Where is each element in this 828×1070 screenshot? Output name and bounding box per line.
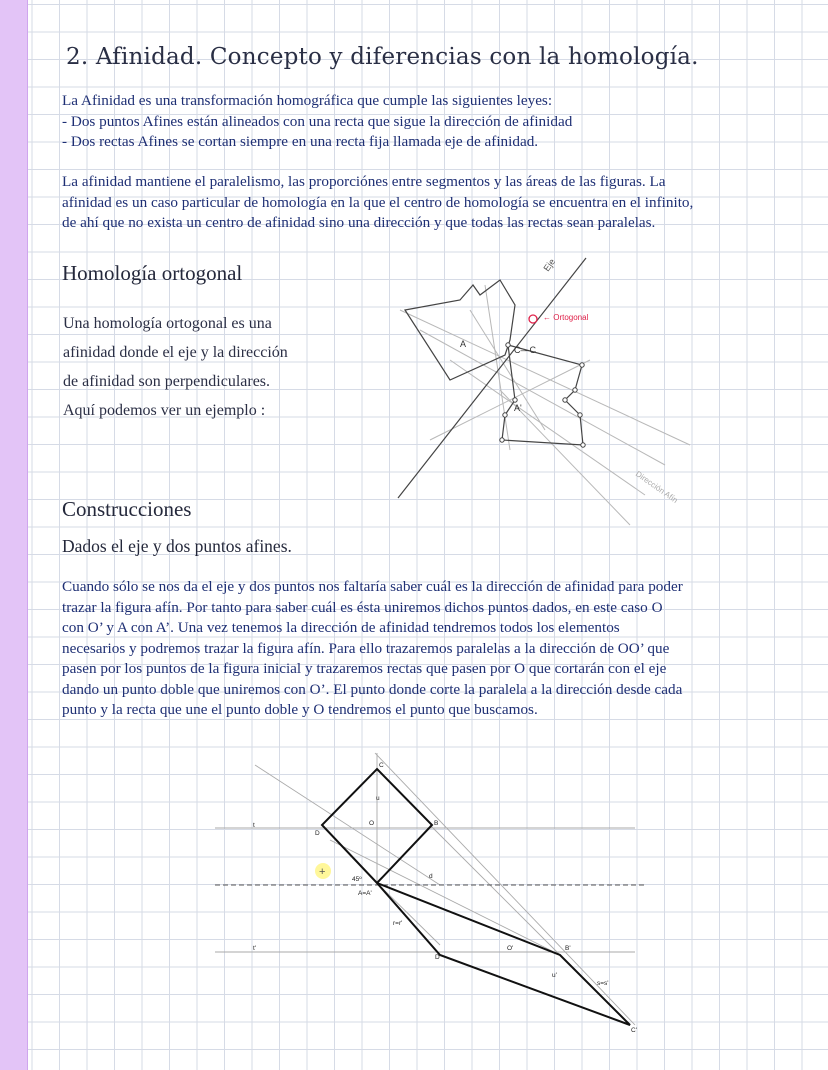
ortogonal-label: ← Ortogonal: [543, 313, 589, 322]
homologia-paragraph: [63, 309, 288, 425]
original-figure: [405, 280, 515, 380]
paragraph-line: La afinidad mantiene el paralelismo, las proporciónes entre segmentos y las áreas de las figuras. La: [62, 173, 666, 190]
paragraph-line: afinidad es un caso particular de homología en la que el centro de homología se encuentra en el infinito,: [62, 193, 694, 211]
page-title: 2. Afinidad. Concepto y diferencias con la homología.: [66, 44, 699, 70]
affine-figure: [377, 883, 630, 1025]
intro-line: La Afinidad es una transformación homográfica que cumple las siguientes leyes:: [62, 92, 553, 109]
paragraph-line: pasen por los puntos de la figura inicial y trazaremos rectas que pasen por O que cortarán con el eje: [62, 660, 667, 677]
construction-line: [255, 765, 440, 885]
construction-line: [430, 825, 560, 955]
point-c-label: C—C: [514, 345, 536, 355]
paragraph-line: dando un punto doble que uniremos con O’. El punto donde corte la paralela a la dirección desde cada: [62, 680, 683, 698]
point-a-prime-label: A': [514, 403, 522, 413]
vertex-point: [581, 443, 585, 447]
intro-line: - Dos puntos Afines están alineados con una recta que sigue la dirección de afinidad: [62, 112, 573, 130]
paragraph-line: necesarios y podremos trazar la figura afín. Para ello trazaremos paralelas a la dirección de OO’ que: [62, 639, 670, 657]
right-angle-mark: [529, 315, 537, 323]
direction-line: [420, 330, 665, 465]
affine-figure: [502, 345, 583, 445]
intro-line: - Dos rectas Afines se cortan siempre en una recta fija llamada eje de afinidad.: [62, 133, 539, 150]
vertex-point: [500, 438, 504, 442]
label-d-small: d: [429, 873, 433, 880]
label-d-prime: D': [435, 954, 441, 961]
paragraph-line: trazar la figura afín. Por tanto para saber cuál es ésta uniremos dichos puntos dados, en este caso O: [62, 598, 663, 616]
label-u: u: [376, 795, 380, 802]
paragraph-line: de ahí que no exista un centro de afinidad sino una dirección y que todas las rectas sean paralelas.: [62, 214, 656, 231]
paragraph-line: de afinidad son perpendiculares.: [63, 373, 271, 390]
label-c-prime: C': [631, 1027, 637, 1034]
label-t: t: [253, 822, 255, 829]
paragraph-line: punto y la recta que une el punto doble y O tendremos el punto que buscamos.: [62, 701, 538, 718]
vertex-point: [513, 398, 517, 402]
intro-paragraph: [62, 91, 572, 153]
construction-line: [375, 753, 635, 1025]
vertex-point: [578, 413, 582, 417]
paragraph-line: Aquí podemos ver un ejemplo :: [63, 402, 266, 419]
label-t-prime: t': [253, 945, 257, 952]
eje-label: Eje: [541, 256, 558, 274]
construccion-afin-diagram: [215, 745, 665, 1040]
label-a-eq: A=A': [358, 890, 372, 897]
construction-line: [330, 840, 560, 955]
label-o-prime: O': [507, 945, 514, 952]
label-r-eq: r=r': [393, 920, 403, 927]
vertex-point: [503, 413, 507, 417]
label-c: C: [379, 762, 384, 769]
label-angle: 45º: [352, 876, 362, 883]
eje-axis: [398, 258, 586, 498]
vertex-point: [573, 388, 577, 392]
construcciones-paragraph: [62, 577, 683, 721]
point-a-label: A: [460, 339, 467, 349]
label-d: D: [315, 830, 320, 837]
paragraph-line: afinidad donde el eje y la dirección: [63, 344, 288, 361]
paragraph-line: Cuando sólo se nos da el eje y dos puntos nos faltaría saber cuál es la dirección de afinidad para poder: [62, 578, 683, 595]
label-b: B: [434, 820, 439, 827]
vertex-point: [563, 398, 567, 402]
paragraph-line: Una homología ortogonal es una: [63, 315, 272, 332]
paragraph-line: con O’ y A con A’. Una vez tenemos la dirección de afinidad tendremos todos los elementos: [62, 619, 620, 636]
direccion-afin-label: Dirección Afín: [633, 469, 680, 505]
construcciones-subtitle: Dados el eje y dos puntos afines.: [62, 536, 292, 556]
vertex-point: [506, 343, 510, 347]
direction-line: [400, 310, 690, 445]
notebook-margin-strip: [0, 0, 28, 1070]
label-o: O: [369, 820, 375, 827]
paralelismo-paragraph: [62, 172, 693, 234]
label-s-eq: s=s': [597, 980, 609, 987]
plus-marker: +: [319, 866, 326, 878]
construcciones-heading: Construcciones: [62, 497, 192, 521]
homologia-ortogonal-diagram: [390, 250, 700, 540]
homologia-heading: Homología ortogonal: [62, 261, 243, 285]
vertex-point: [580, 363, 584, 367]
direction-line: [450, 360, 645, 495]
label-b-prime: B': [565, 945, 571, 952]
label-u-prime: u': [552, 972, 557, 979]
